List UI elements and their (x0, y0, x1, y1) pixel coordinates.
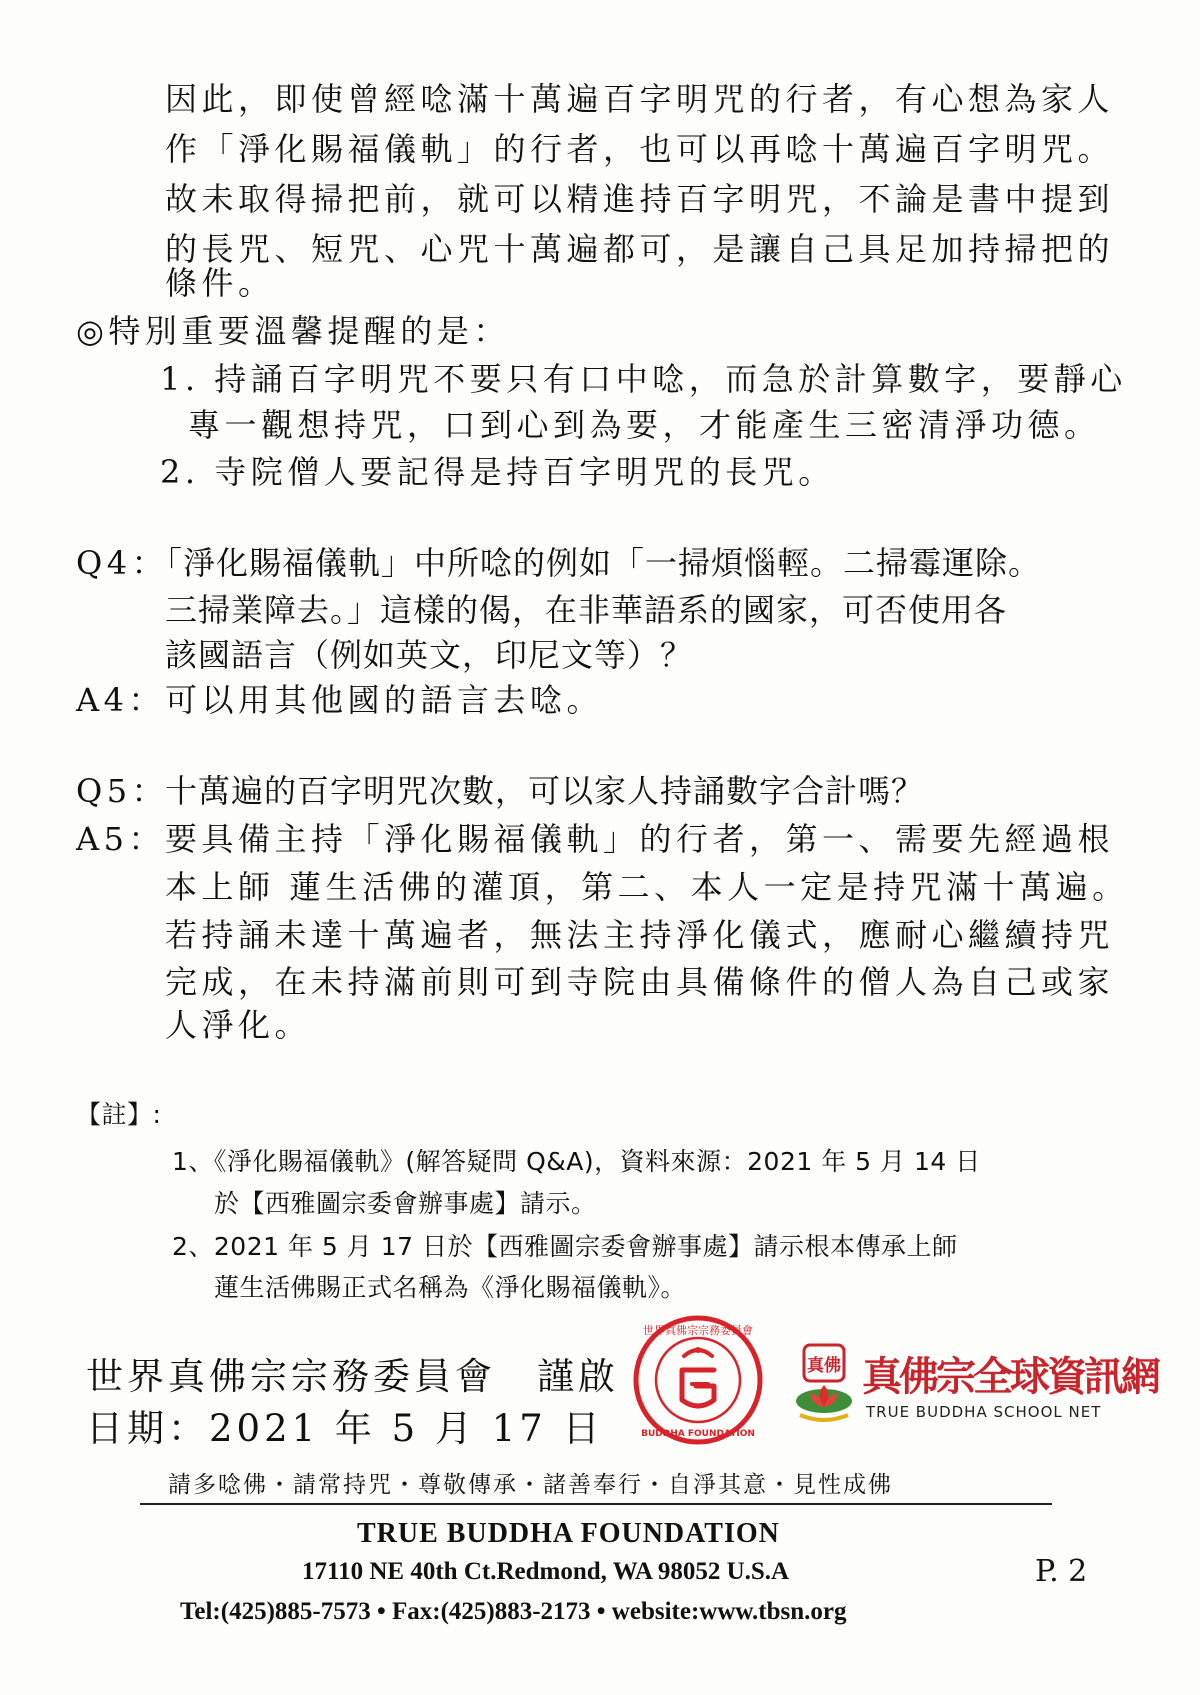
svg-text:BUDDHA FOUNDATION: BUDDHA FOUNDATION (641, 1429, 755, 1439)
intro-line-2: 作「淨化賜福儀軌」的行者，也可以再唸十萬遍百字明咒。 (165, 130, 1115, 168)
q4-line-1: 「淨化賜福儀軌」中所唸的例如「一掃煩惱輕。二掃霉運除。 (150, 544, 1042, 582)
footer-contact: Tel:(425)885-7573 • Fax:(425)883-2173 • website:www.tbsn.org (180, 1598, 847, 1625)
q5-label: Q5： (76, 772, 169, 810)
footer-address: 17110 NE 40th Ct.Redmond, WA 98052 U.S.A (302, 1558, 790, 1585)
q4-line-3: 該國語言（例如英文，印尼文等）？ (165, 636, 694, 674)
q4-label: Q4： (76, 544, 169, 582)
reminder-item-1-line-2: 專一觀想持咒，口到心到為要，才能產生三密清淨功德。 (188, 406, 1101, 444)
signature-date: 日期：2021 年 5 月 17 日 (86, 1407, 604, 1450)
a5-line-4: 完成，在未持滿前則可到寺院由具備條件的僧人為自己或家 (165, 963, 1115, 1001)
footer-divider (140, 1503, 1052, 1505)
a5-label: A5： (76, 820, 165, 858)
reminder-heading: ◎特別重要溫馨提醒的是： (76, 312, 510, 350)
footer-org-name: TRUE BUDDHA FOUNDATION (357, 1518, 780, 1549)
intro-line-5: 條件。 (165, 264, 275, 302)
notes-heading: 【註】: (76, 1100, 162, 1129)
a5-line-5: 人淨化。 (165, 1006, 312, 1044)
signature-org: 世界真佛宗宗務委員會 謹啟 (86, 1355, 619, 1398)
a4-text: 可以用其他國的語言去唸。 (165, 681, 604, 719)
note-1-line-1: 1、《淨化賜福儀軌》(解答疑問 Q&A)，資料來源：2021 年 5 月 14 日 (172, 1147, 981, 1176)
page-number: P. 2 (1035, 1554, 1088, 1589)
a4-label: A4： (76, 681, 165, 719)
tbsn-chinese-name: 真佛宗全球資訊網 (862, 1353, 1158, 1400)
intro-line-3: 故未取得掃把前，就可以精進持百字明咒，不論是書中提到 (165, 180, 1115, 218)
foundation-seal-icon (632, 1314, 764, 1446)
a5-line-2: 本上師 蓮生活佛的灌頂，第二、本人一定是持咒滿十萬遍。 (165, 868, 1129, 906)
note-1-line-2: 於【西雅圖宗委會辦事處】請示。 (214, 1189, 597, 1218)
note-2-line-1: 2、2021 年 5 月 17 日於【西雅圖宗委會辦事處】請示根本傳承上師 (172, 1232, 958, 1261)
tbsn-english-name: TRUE BUDDHA SCHOOL NET (866, 1403, 1102, 1421)
a5-line-3: 若持誦未達十萬遍者，無法主持淨化儀式，應耐心繼續持咒 (165, 916, 1115, 954)
a5-line-1: 要具備主持「淨化賜福儀軌」的行者，第一、需要先經過根 (165, 820, 1115, 858)
q4-line-2: 三掃業障去。」這樣的偈，在非華語系的國家，可否使用各 (165, 591, 1008, 629)
svg-text:真佛: 真佛 (807, 1356, 841, 1376)
q5-text: 十萬遍的百字明咒次數，可以家人持誦數字合計嗎？ (165, 772, 925, 810)
reminder-item-1-line-1: 1. 持誦百字明咒不要只有口中唸，而急於計算數字，要靜心 (160, 360, 1127, 398)
intro-line-4: 的長咒、短咒、心咒十萬遍都可，是讓自己具足加持掃把的 (165, 230, 1115, 268)
slogan: 請多唸佛・請常持咒・尊敬傳承・諸善奉行・自淨其意・見性成佛 (168, 1472, 893, 1498)
intro-line-1: 因此，即使曾經唸滿十萬遍百字明咒的行者，有心想為家人 (165, 80, 1115, 118)
reminder-item-2: 2. 寺院僧人要記得是持百字明咒的長咒。 (160, 453, 835, 491)
lotus-logo-icon (790, 1343, 860, 1429)
note-2-line-2: 蓮生活佛賜正式名稱為《淨化賜福儀軌》。 (214, 1273, 687, 1302)
svg-text:世界真佛宗宗務委員會: 世界真佛宗宗務委員會 (643, 1324, 753, 1337)
